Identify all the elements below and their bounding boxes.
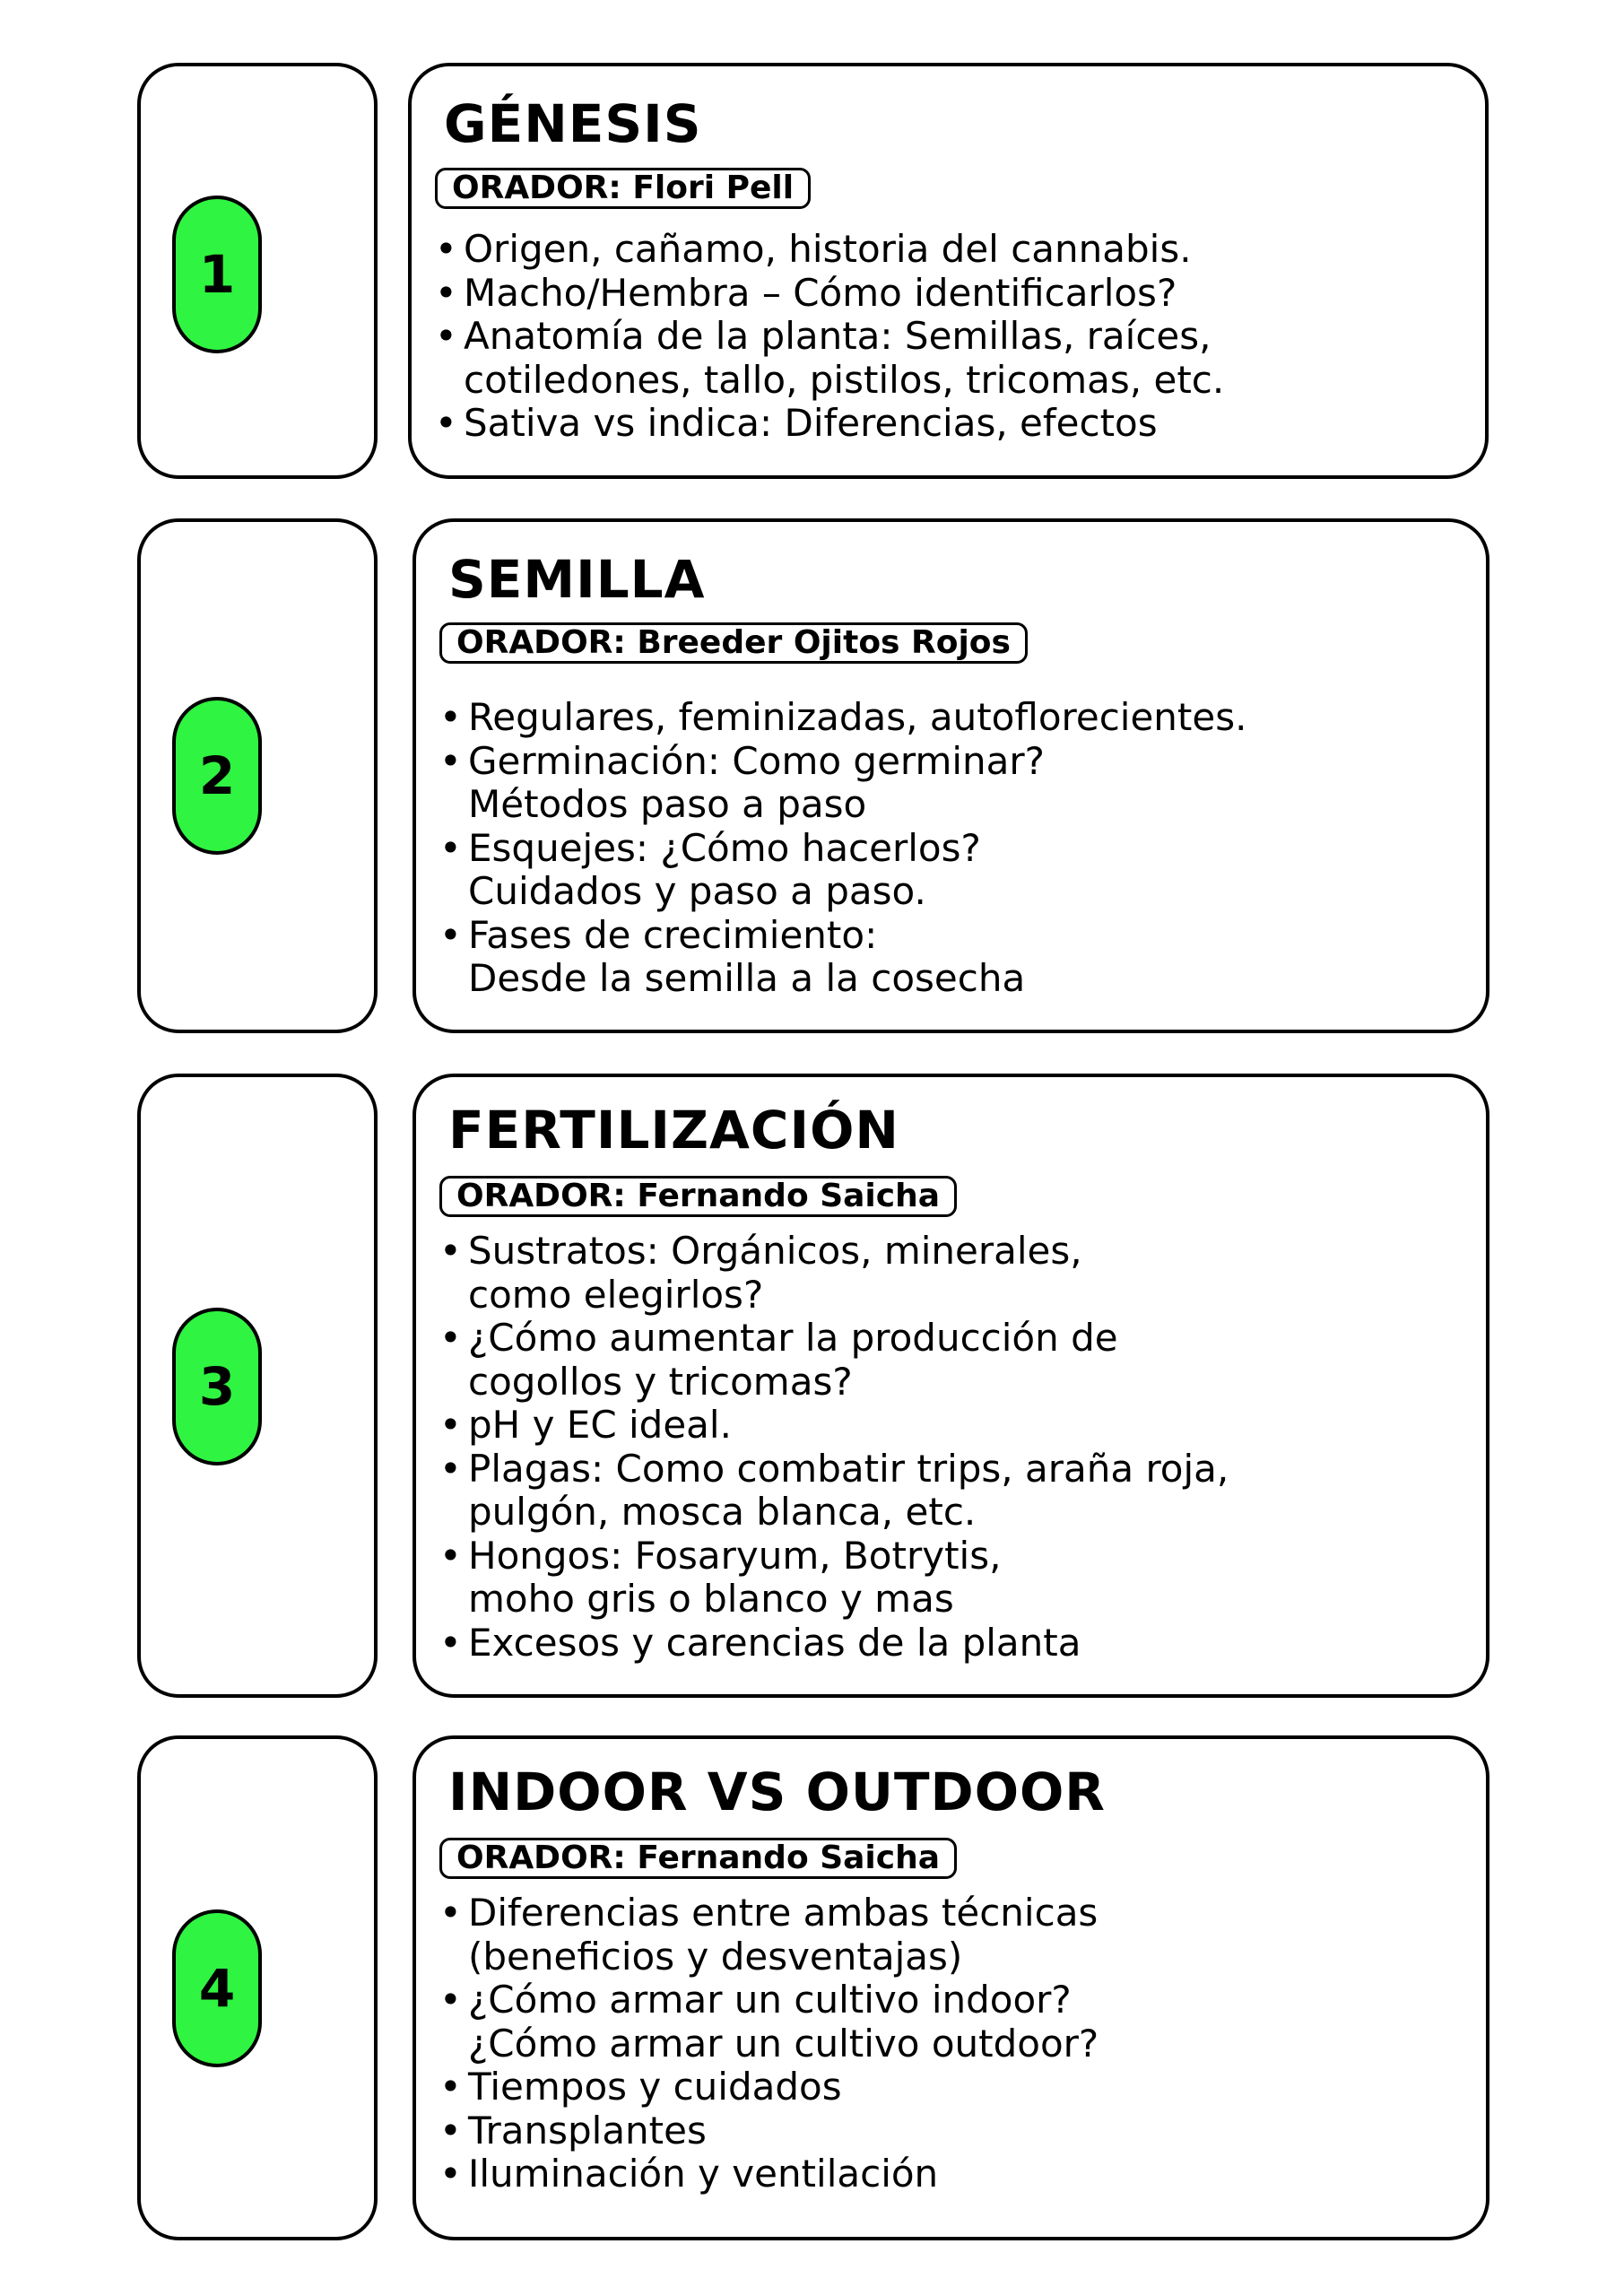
bullet-dot-icon: • — [435, 270, 457, 315]
topic-line: cogollos y tricomas? — [468, 1359, 853, 1404]
bullet-dot-icon: • — [439, 1620, 462, 1665]
topic-line: cotiledones, tallo, pistilos, tricomas, etc. — [464, 357, 1225, 402]
bullet-dot-icon: • — [439, 2108, 462, 2152]
topic-list — [431, 228, 1467, 446]
topic-line: (beneficios y desventajas) — [468, 1934, 963, 1979]
topic-line: Transplantes — [468, 2108, 707, 2152]
topic-line: Regulares, feminizadas, autoflorecientes. — [468, 695, 1247, 739]
bullet-dot-icon: • — [439, 695, 462, 739]
topic-item — [436, 1622, 1468, 1665]
section-number: 4 — [198, 1958, 236, 2019]
topic-line: Plagas: Como combatir trips, araña roja, — [468, 1446, 1229, 1491]
section-4-card — [413, 1735, 1489, 2240]
topic-line: Anatomía de la planta: Semillas, raíces, — [464, 314, 1211, 358]
bullet-dot-icon: • — [439, 2152, 462, 2196]
topic-line: Origen, cañamo, historia del cannabis. — [464, 227, 1192, 271]
topic-item — [436, 914, 1468, 1001]
topic-line: Hongos: Fosaryum, Botrytis, — [468, 1533, 1002, 1578]
topic-line: Excesos y carencias de la planta — [468, 1620, 1081, 1665]
section-3-number-badge — [172, 1308, 262, 1465]
topic-item — [436, 1979, 1468, 2066]
topic-item — [431, 272, 1467, 316]
section-3-card — [413, 1074, 1489, 1698]
speaker-label: ORADOR: Breeder Ojitos Rojos — [439, 622, 1028, 664]
bullet-dot-icon: • — [435, 227, 457, 271]
bullet-dot-icon: • — [439, 1229, 462, 1273]
section-3-number-box — [137, 1074, 378, 1698]
section-title: FERTILIZACIÓN — [448, 1100, 899, 1161]
section-number: 1 — [198, 244, 236, 305]
topic-list — [436, 696, 1468, 1001]
topic-line: Métodos paso a paso — [468, 782, 867, 826]
section-1-number-badge — [172, 196, 262, 353]
topic-item — [436, 2152, 1468, 2196]
topic-item — [436, 1892, 1468, 1979]
section-2-number-badge — [172, 697, 262, 855]
bullet-dot-icon: • — [439, 1403, 462, 1447]
topic-item — [431, 402, 1467, 446]
bullet-dot-icon: • — [439, 912, 462, 957]
section-1-number-box — [137, 63, 378, 479]
section-number: 2 — [198, 745, 236, 806]
topic-item — [436, 1404, 1468, 1448]
topic-list — [436, 1230, 1468, 1665]
section-2-card — [413, 518, 1489, 1033]
topic-line: pulgón, mosca blanca, etc. — [468, 1490, 977, 1534]
topic-item — [436, 740, 1468, 827]
bullet-dot-icon: • — [439, 1316, 462, 1360]
bullet-dot-icon: • — [439, 1446, 462, 1491]
bullet-dot-icon: • — [439, 1978, 462, 2022]
topic-item — [436, 827, 1468, 914]
topic-item — [436, 2066, 1468, 2109]
section-4-number-badge — [172, 1909, 262, 2067]
topic-line: Esquejes: ¿Cómo hacerlos? — [468, 825, 981, 870]
topic-line: pH y EC ideal. — [468, 1403, 732, 1447]
topic-line: como elegirlos? — [468, 1272, 764, 1317]
section-4-number-box — [137, 1735, 378, 2240]
topic-line: Macho/Hembra – Cómo identificarlos? — [464, 270, 1177, 315]
topic-item — [431, 228, 1467, 272]
topic-item — [436, 1230, 1468, 1317]
speaker-label: ORADOR: Flori Pell — [435, 168, 811, 209]
bullet-dot-icon: • — [435, 314, 457, 358]
speaker-label: ORADOR: Fernando Saicha — [439, 1176, 957, 1217]
topic-line: Cuidados y paso a paso. — [468, 869, 926, 913]
topic-list — [436, 1892, 1468, 2196]
topic-line: Sustratos: Orgánicos, minerales, — [468, 1229, 1082, 1273]
topic-item — [431, 315, 1467, 402]
bullet-dot-icon: • — [439, 1891, 462, 1935]
topic-item — [436, 2109, 1468, 2153]
topic-line: moho gris o blanco y mas — [468, 1577, 954, 1621]
topic-line: Fases de crecimiento: — [468, 912, 878, 957]
section-2-number-box — [137, 518, 378, 1033]
bullet-dot-icon: • — [435, 401, 457, 445]
section-1-card — [408, 63, 1489, 479]
section-number: 3 — [198, 1356, 236, 1417]
topic-line: Germinación: Como germinar? — [468, 738, 1045, 783]
bullet-dot-icon: • — [439, 825, 462, 870]
section-title: SEMILLA — [448, 549, 706, 610]
bullet-dot-icon: • — [439, 2065, 462, 2109]
bullet-dot-icon: • — [439, 738, 462, 783]
topic-line: ¿Cómo armar un cultivo outdoor? — [468, 2021, 1099, 2066]
topic-item — [436, 1317, 1468, 1404]
topic-line: ¿Cómo armar un cultivo indoor? — [468, 1978, 1072, 2022]
topic-line: Iluminación y ventilación — [468, 2152, 939, 2196]
bullet-dot-icon: • — [439, 1533, 462, 1578]
section-title: INDOOR VS OUTDOOR — [448, 1761, 1106, 1822]
topic-item — [436, 696, 1468, 740]
speaker-label: ORADOR: Fernando Saicha — [439, 1838, 957, 1879]
section-title: GÉNESIS — [444, 93, 702, 154]
topic-line: Sativa vs indica: Diferencias, efectos — [464, 401, 1158, 445]
topic-line: Desde la semilla a la cosecha — [468, 956, 1026, 1000]
topic-item — [436, 1535, 1468, 1622]
topic-line: Diferencias entre ambas técnicas — [468, 1891, 1099, 1935]
topic-item — [436, 1448, 1468, 1535]
topic-line: Tiempos y cuidados — [468, 2065, 842, 2109]
topic-line: ¿Cómo aumentar la producción de — [468, 1316, 1118, 1360]
